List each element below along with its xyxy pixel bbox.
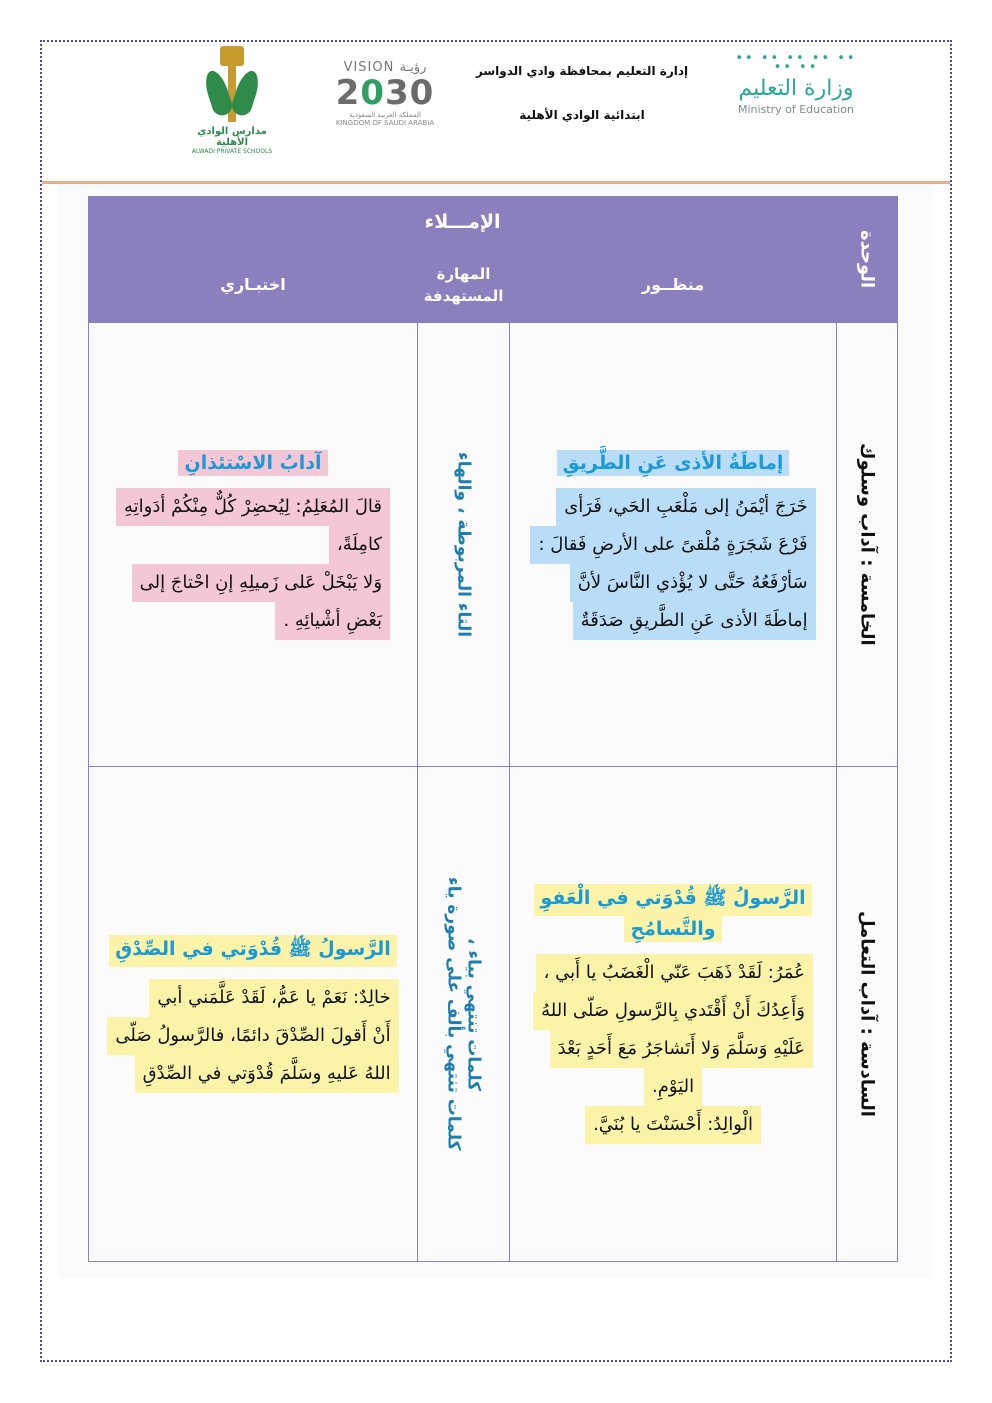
alwadi-emblem-icon (202, 46, 262, 126)
view-title: إماطَةُ الأذى عَنِ الطَّريقِ (557, 450, 790, 476)
test-paragraph (116, 450, 390, 640)
test-title: آدابُ الاسْتئذانِ (178, 450, 327, 476)
unit-cell: الخامسة : آداب وسلوك (837, 323, 898, 767)
skill-cell (418, 767, 510, 1262)
unit-cell: السادسة : آداب التعامل (837, 767, 898, 1262)
table-title: الإمـــلاء (89, 197, 837, 247)
view-paragraph (533, 884, 813, 1144)
test-cell (89, 767, 418, 1262)
test-paragraph (107, 935, 398, 1093)
vision-year-dot: 0 (360, 73, 385, 113)
table-row (89, 767, 898, 1262)
test-line: وَلا يَبْخَلْ عَلى زَميلِهِ إنِ احْتاجَ إلى (132, 564, 390, 602)
view-line: فَرْعَ شَجَرَةٍ مُلْقىً على الأرضِ فَقالَ : (530, 526, 815, 564)
view-line: اليَوْمِ. (644, 1068, 702, 1106)
test-line: كامِلَةً، (329, 526, 390, 564)
view-cell (510, 323, 837, 767)
test-cell (89, 323, 418, 767)
skill-header-line2: المستهدفة (423, 286, 504, 305)
skill-line: كلمات تنتهي بألف على صورة ياء (443, 877, 464, 1151)
view-cell (510, 767, 837, 1262)
view-title-line1: الرَّسولُ ﷺ قُدْوَتي في الْعَفوِ (534, 884, 811, 916)
school-heading (462, 64, 702, 122)
view-line: الْوالِدُ: أَحْسَنْتَ يا بُنَيَّ. (585, 1106, 761, 1144)
test-title: الرَّسولُ ﷺ قُدْوَتي في الصِّدْقِ (109, 935, 397, 967)
ministry-logo-arabic: وزارة التعليم (738, 76, 854, 101)
ministry-logo (726, 51, 866, 116)
vision-sub-en: KINGDOM OF SAUDI ARABIA (335, 119, 435, 127)
view-title-line2: والتَّسامُحِ (624, 916, 721, 942)
view-line: سَأرْفَعُهُ حَتَّى لا يُؤْذي النَّاسَ لأنَّ (570, 564, 816, 602)
test-line: أَنْ أَقولَ الصِّدْقَ دائمًا، فالرَّسولُ صَلّى (107, 1017, 398, 1055)
vision-year-a: 2 (335, 73, 361, 113)
view-paragraph (530, 450, 815, 640)
view-line: إماطَةَ الأذى عَنِ الطَّريقِ صَدَقَةٌ (573, 602, 816, 640)
alwadi-name-ar: مدارس الوادي الأهلية (197, 126, 267, 148)
school-name: ابتدائية الوادي الأهلية (519, 108, 645, 122)
test-column-header: اختبـاري (89, 247, 418, 323)
dictation-table (88, 196, 898, 1262)
view-column-header: منظــور (510, 247, 837, 323)
view-line: خَرَجَ أيْمَنُ إلى مَلْعَبِ الحَي، فَرَأى (556, 488, 815, 526)
test-line: اللهُ عَليهِ وسَلَّمَ قُدْوَتي في الصِّدْقِ (135, 1055, 399, 1093)
vision-year-b: 30 (385, 73, 435, 113)
alwadi-name-en: ALWADI PRIVATE SCHOOLS (191, 148, 273, 155)
test-line: قالَ المُعَلِمُ: لِيُحضِرْ كُلٌّ مِنْكُمْ أدَواتِهِ (116, 488, 390, 526)
education-directorate: إدارة التعليم بمحافظة وادي الدواسر (475, 64, 689, 78)
view-line: وَأَعِدُكَ أَنْ أَقْتَدي بِالرَّسولِ صَلّى اللهُ (533, 992, 813, 1030)
view-line: عُمَرُ: لَقَدْ ذَهَبَ عَنّي الْغَضَبُ يا أَبي ، (536, 954, 813, 992)
unit-column-header: الوحدة (837, 197, 898, 323)
view-line: عَلَيْهِ وَسَلَّمَ وَلا أَتَشاجَرُ مَعَ أَحَدٍ بَعْدَ (550, 1030, 813, 1068)
test-line: خالِدٌ: نَعَمْ يا عَمُّ، لَقَدْ عَلَّمَني أبي (149, 979, 398, 1017)
skill-cell: التاء المربوطة ، والهاء (418, 323, 510, 767)
skill-column-header (418, 247, 510, 323)
test-line: بَعْضِ أشْيائِهِ . (275, 602, 390, 640)
vision-year (320, 75, 450, 111)
ministry-logo-dots: •• •• •• •• •• •• •• (735, 51, 857, 75)
alwadi-schools-logo (182, 46, 282, 155)
skill-line: كلمات تنتهي بياء ، (463, 937, 484, 1091)
vision-sub-ar: المملكة العربية السعودية (349, 111, 421, 119)
table-row (89, 323, 898, 767)
ministry-logo-english: Ministry of Education (737, 103, 854, 116)
vision-label: VISION رؤيـة (343, 60, 427, 75)
vision-2030-logo (320, 60, 450, 127)
document-header (42, 42, 950, 182)
skill-header-line1: المهارة (436, 264, 491, 283)
